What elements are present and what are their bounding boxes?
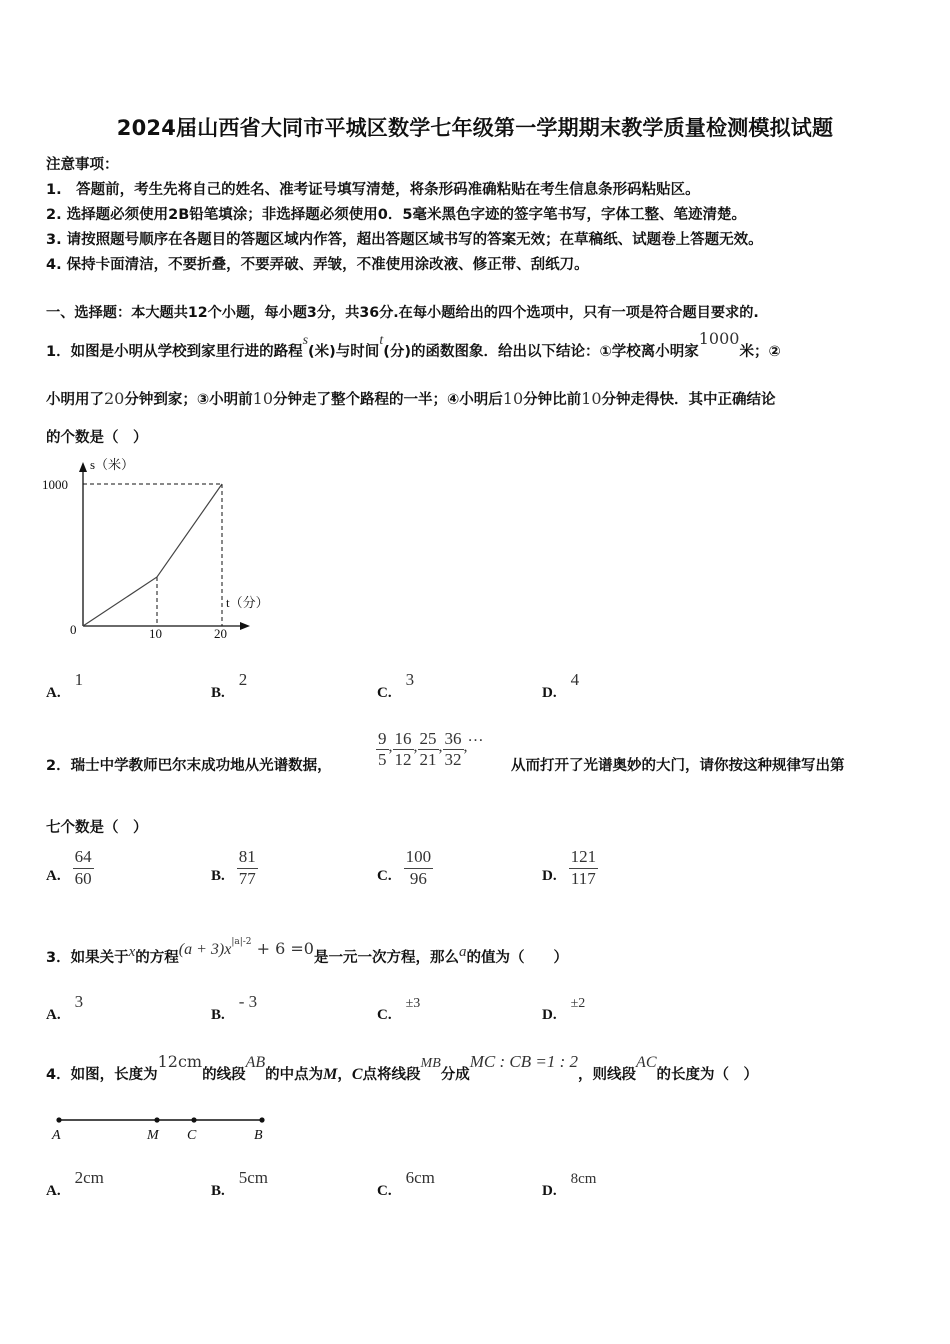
- point-a-dot: [56, 1117, 61, 1122]
- point-m: M: [323, 1066, 338, 1083]
- num-10: 10: [502, 389, 524, 408]
- y-tick-1000: 1000: [42, 477, 68, 492]
- option-letter: C.: [377, 1183, 392, 1199]
- q3-option-c[interactable]: [377, 992, 421, 1023]
- q1-line2: [46, 388, 776, 409]
- option-letter: A.: [46, 685, 61, 701]
- q4-option-c[interactable]: [377, 1168, 435, 1199]
- q4-option-d[interactable]: [542, 1168, 597, 1199]
- x-tick-10: 10: [149, 626, 162, 641]
- q1-text: 小明用了: [46, 392, 104, 408]
- var-a: a: [458, 944, 467, 960]
- option-letter: C.: [377, 1007, 392, 1023]
- option-value: - 3: [238, 992, 258, 1011]
- option-value: 1: [74, 670, 84, 689]
- equation: $(a + 3)x^{|a|-2} + 6 =0$: [178, 936, 314, 958]
- q4-text: 4．如图，长度为: [46, 1067, 158, 1083]
- option-letter: B.: [211, 1007, 225, 1023]
- q1-text: 分钟到家；③小明前: [124, 392, 253, 408]
- option-value: 5cm: [238, 1168, 269, 1187]
- fraction: $\frac{25}{21}$: [419, 728, 437, 770]
- ratio-expression: MC : CB =1 : 2: [469, 1052, 579, 1071]
- section-heading: 一、选择题：本大题共12个小题，每小题3分，共36分.在每小题给出的四个选项中，只有一项是符合题目要求的.: [46, 305, 759, 321]
- segment-ac: AC: [636, 1054, 657, 1071]
- option-value: 3: [405, 670, 415, 689]
- notice-item-1: 1. 答题前，考生先将自己的姓名、准考证号填写清楚，将条形码准确粘贴在考生信息条形码粘贴区。: [46, 182, 700, 198]
- option-value: 2: [238, 670, 248, 689]
- q4-option-b[interactable]: [211, 1168, 269, 1199]
- var-s: s: [302, 333, 309, 348]
- option-letter: C.: [377, 868, 392, 885]
- fraction: $\frac{9}{5}$: [378, 728, 387, 770]
- q2-option-d[interactable]: [542, 848, 598, 888]
- fraction: $\frac{36}{32}$: [444, 728, 462, 770]
- option-letter: D.: [542, 685, 557, 701]
- notice-item-2: 2. 选择题必须使用2B铅笔填涂；非选择题必须使用0．5毫米黑色字迹的签字笔书写，字体工整、笔迹清楚。: [46, 207, 746, 223]
- q2-text-b: 从而打开了光谱奥妙的大门，请你按这种规律写出第: [511, 758, 845, 774]
- q1-text: (分)的函数图象．给出以下结论：①学校离小明家: [383, 344, 699, 360]
- q3-option-b[interactable]: [211, 992, 258, 1023]
- q1-text: 分钟比前: [523, 392, 582, 408]
- option-letter: A.: [46, 1183, 61, 1199]
- q1-text: 分钟走得快．其中正确结论: [601, 392, 776, 408]
- q2-sequence: $\frac{9}{5}$ , $\frac{16}{12}$ , $\frac{25}{21}$ , $\frac{36}{32}$ , …: [378, 728, 484, 770]
- notice-item-3: 3. 请按照题号顺序在各题目的答题区域内作答，超出答题区域书写的答案无效；在草稿纸、试题卷上答题无效。: [46, 232, 763, 248]
- option-value: 3: [74, 992, 84, 1011]
- option-value: 2cm: [74, 1168, 104, 1187]
- point-b-dot: [259, 1117, 264, 1122]
- point-c: C: [351, 1066, 363, 1083]
- q1-option-d[interactable]: [542, 670, 580, 701]
- q3-text: 的值为（ ）: [466, 950, 568, 966]
- x-axis-arrow-icon: [240, 622, 250, 630]
- q3-stem: [46, 936, 568, 967]
- option-value: 4: [570, 670, 580, 689]
- label-a: A: [52, 1128, 61, 1143]
- option-value: ±2: [570, 996, 586, 1011]
- q1-text: 米；②: [739, 344, 781, 360]
- q2-option-c[interactable]: [377, 848, 433, 888]
- q2-option-a[interactable]: [46, 848, 94, 888]
- q1-line1: [46, 329, 781, 361]
- var-t: t: [379, 333, 384, 348]
- x-axis-label: t（分）: [226, 595, 269, 610]
- q4-text: 的线段: [202, 1067, 246, 1083]
- q2-option-b[interactable]: [211, 848, 258, 888]
- fraction: $\frac{64}{60}$: [74, 847, 92, 888]
- y-axis-label: s（米）: [90, 457, 135, 472]
- value-1000: 1000: [698, 329, 740, 348]
- option-letter: C.: [377, 685, 392, 701]
- q3-option-a[interactable]: [46, 992, 84, 1023]
- line-segment-diagram: [40, 1108, 280, 1148]
- num-20: 20: [104, 389, 125, 408]
- origin-label: 0: [70, 622, 77, 637]
- option-letter: B.: [211, 685, 225, 701]
- ellipsis: …: [467, 728, 484, 745]
- q4-stem: [46, 1052, 758, 1084]
- q4-text: 点将线段: [362, 1067, 421, 1083]
- num-10: 10: [252, 389, 273, 408]
- point-m-dot: [154, 1117, 159, 1122]
- option-letter: B.: [211, 1183, 225, 1199]
- fraction: $\frac{100}{96}$: [405, 847, 432, 888]
- fraction: $\frac{16}{12}$: [394, 728, 412, 770]
- q2-line2: 七个数是（ ）: [46, 820, 148, 836]
- option-value: ±3: [405, 996, 421, 1011]
- x-tick-20: 20: [214, 626, 227, 641]
- data-line: [83, 484, 222, 626]
- q1-text: 分钟走了整个路程的一半；④小明后: [273, 392, 503, 408]
- q1-text: (米)与时间: [308, 344, 380, 360]
- label-b: B: [254, 1128, 263, 1143]
- q4-text: ，: [337, 1067, 352, 1083]
- q1-line3: 的个数是（ ）: [46, 430, 148, 446]
- num-10: 10: [581, 389, 602, 408]
- option-letter: A.: [46, 868, 61, 885]
- q1-option-a[interactable]: [46, 670, 84, 701]
- option-letter: D.: [542, 868, 557, 885]
- q2-text-a: 2．瑞士中学教师巴尔末成功地从光谱数据，: [46, 758, 332, 774]
- q4-text: 分成: [440, 1067, 470, 1083]
- label-m: M: [147, 1128, 159, 1143]
- notice-item-4: 4. 保持卡面清洁，不要折叠，不要弄破、弄皱，不准使用涂改液、修正带、刮纸刀。: [46, 257, 589, 273]
- point-c-dot: [191, 1117, 196, 1122]
- var-x: x: [128, 944, 136, 960]
- segment-mb: MB: [420, 1056, 441, 1071]
- option-letter: A.: [46, 1007, 61, 1023]
- option-value: 6cm: [405, 1168, 435, 1187]
- q4-text: 的长度为（ ）: [656, 1067, 758, 1083]
- q3-option-d[interactable]: [542, 992, 586, 1023]
- option-letter: D.: [542, 1183, 557, 1199]
- notice-heading: 注意事项：: [46, 157, 119, 173]
- exam-title: 2024届山西省大同市平城区数学七年级第一学期期末教学质量检测模拟试题: [116, 116, 834, 140]
- q3-text: 是一元一次方程，那么: [313, 950, 459, 966]
- q1-option-c[interactable]: [377, 670, 415, 701]
- length-12cm: 12cm: [157, 1052, 203, 1071]
- q3-text: 3．如果关于: [46, 950, 129, 966]
- q1-option-b[interactable]: [211, 670, 248, 701]
- fraction: $\frac{81}{77}$: [238, 847, 256, 888]
- option-letter: B.: [211, 868, 225, 885]
- distance-time-graph: [40, 452, 300, 652]
- q1-text: 1．如图是小明从学校到家里行进的路程: [46, 344, 303, 360]
- label-c: C: [187, 1128, 197, 1143]
- option-letter: D.: [542, 1007, 557, 1023]
- q3-text: 的方程: [135, 950, 179, 966]
- q4-option-a[interactable]: [46, 1168, 104, 1199]
- segment-ab: AB: [245, 1054, 266, 1071]
- option-value: 8cm: [570, 1171, 597, 1187]
- fraction: $\frac{121}{117}$: [570, 847, 597, 888]
- y-axis-arrow-icon: [79, 462, 87, 472]
- q4-text: 的中点为: [265, 1067, 324, 1083]
- q4-text: ，则线段: [578, 1067, 637, 1083]
